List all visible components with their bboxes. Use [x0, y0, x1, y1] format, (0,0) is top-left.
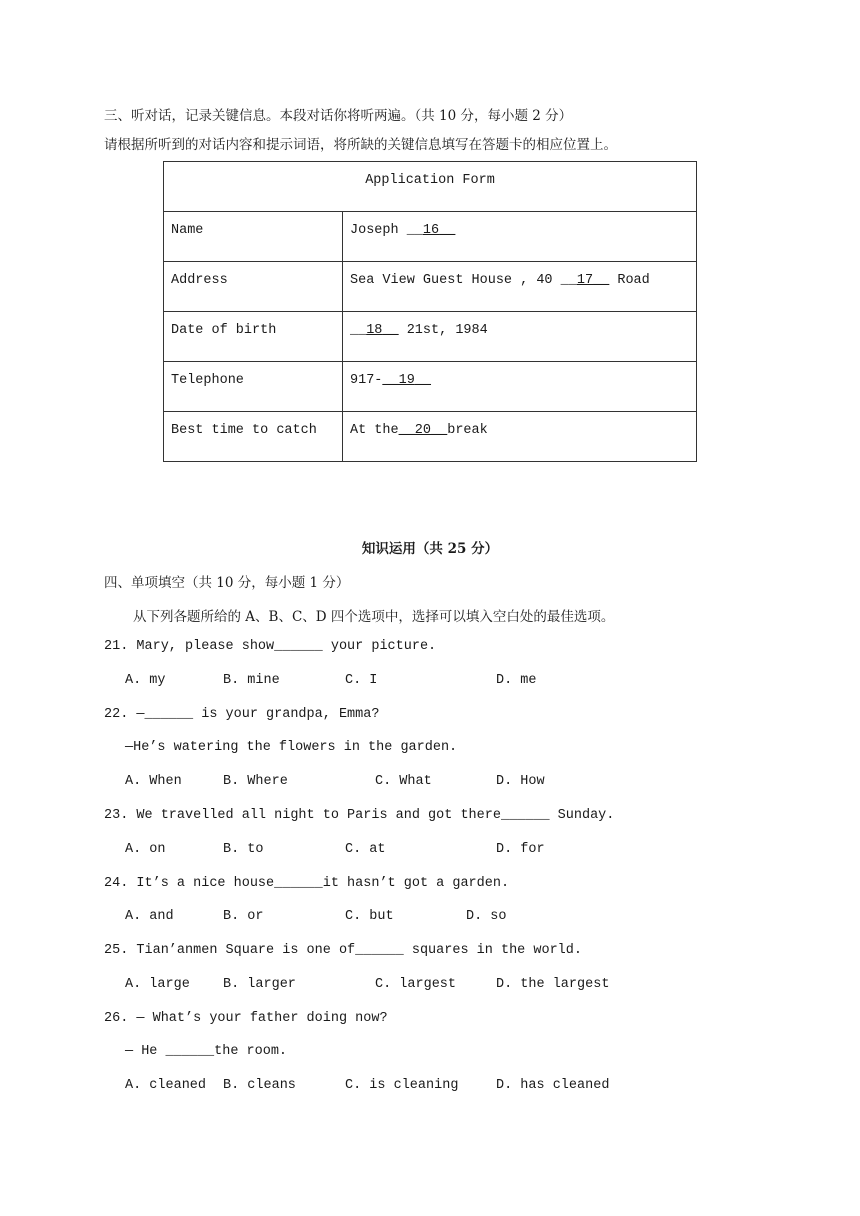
blank-number: __19 — [382, 373, 415, 388]
option-d: D. so — [466, 909, 507, 924]
answer-blank-17 — [577, 273, 609, 288]
question-stem: 22. —______ is your grandpa, Emma? — [104, 707, 380, 722]
question-stem: 21. Mary, please show______ your picture. — [104, 639, 437, 654]
table-row — [164, 212, 697, 262]
value-prefix: At the — [350, 423, 399, 438]
row-label: Address — [164, 262, 343, 312]
value-prefix: Joseph __ — [350, 223, 423, 238]
option-d: D. has cleaned — [496, 1078, 610, 1093]
answer-blank-20 — [399, 423, 448, 438]
blank-number: __20 — [398, 423, 432, 438]
option-a: A. and — [125, 909, 174, 924]
option-b: B. to — [223, 842, 264, 857]
option-a: A. cleaned — [125, 1078, 207, 1093]
row-value — [343, 212, 697, 262]
option-a: A. large — [125, 977, 190, 992]
row-value — [343, 312, 697, 362]
answer-blank-19 — [382, 373, 431, 388]
option-c: C. I — [345, 673, 378, 688]
blank-tail: __ — [439, 223, 456, 238]
question-stem-continued: —He’s watering the flowers in the garden. — [125, 740, 458, 755]
form-title-row — [164, 162, 697, 212]
option-c: C. is cleaning — [345, 1078, 459, 1093]
option-c: C. What — [375, 774, 432, 789]
option-a: A. my — [125, 673, 166, 688]
table-row — [164, 412, 697, 462]
option-d: D. the largest — [496, 977, 610, 992]
part-instruction: 从下列各题所给的 A、B、C、D 四个选项中，选择可以填入空白处的最佳选项。 — [133, 609, 615, 625]
row-label: Date of birth — [164, 312, 343, 362]
value-suffix: break — [447, 423, 488, 438]
application-form-table — [163, 161, 697, 462]
answer-blank-16 — [423, 223, 455, 238]
part-heading: 四、单项填空（共 10 分，每小题 1 分） — [104, 575, 350, 591]
blank-number: 16 — [422, 223, 440, 238]
blank-tail: __ — [431, 423, 448, 438]
option-a: A. When — [125, 774, 182, 789]
section-title: 知识运用（共 25 分） — [361, 541, 499, 557]
value-suffix: 21st, 1984 — [398, 323, 488, 338]
table-row — [164, 262, 697, 312]
option-b: B. mine — [223, 673, 280, 688]
listening-heading: 三、听对话，记录关键信息。本段对话你将听两遍。（共 10 分，每小题 2 分） — [104, 108, 573, 124]
question-stem: 25. Tian’anmen Square is one of______ squares in the world. — [104, 943, 582, 958]
blank-number: 17 — [576, 273, 594, 288]
blank-tail: __ — [593, 273, 610, 288]
blank-number: 18 — [366, 323, 383, 338]
value-suffix: Road — [609, 273, 650, 288]
option-c: C. at — [345, 842, 386, 857]
option-d: D. for — [496, 842, 545, 857]
option-c: C. largest — [375, 977, 457, 992]
value-prefix: __ — [350, 323, 367, 338]
value-prefix: Sea View Guest House , 40 __ — [350, 273, 577, 288]
question-stem-continued: — He ______the room. — [125, 1044, 288, 1059]
form-title: Application Form — [164, 162, 697, 212]
blank-tail: __ — [382, 323, 399, 338]
row-value — [343, 362, 697, 412]
option-b: B. larger — [223, 977, 296, 992]
table-row — [164, 362, 697, 412]
value-prefix: 917- — [350, 373, 383, 388]
blank-tail: __ — [414, 373, 432, 388]
row-label: Name — [164, 212, 343, 262]
question-stem: 26. — What’s your father doing now? — [104, 1011, 388, 1026]
option-d: D. How — [496, 774, 545, 789]
option-b: B. Where — [223, 774, 288, 789]
question-stem: 23. We travelled all night to Paris and got there______ Sunday. — [104, 808, 615, 823]
answer-blank-18 — [366, 323, 398, 338]
row-value — [343, 412, 697, 462]
listening-instruction: 请根据所听到的对话内容和提示词语，将所缺的关键信息填写在答题卡的相应位置上。 — [104, 137, 617, 153]
row-value — [343, 262, 697, 312]
option-b: B. or — [223, 909, 264, 924]
row-label: Best time to catch — [164, 412, 343, 462]
question-stem: 24. It’s a nice house______it hasn’t got a garden. — [104, 876, 510, 891]
option-d: D. me — [496, 673, 537, 688]
option-c: C. but — [345, 909, 394, 924]
row-label: Telephone — [164, 362, 343, 412]
option-b: B. cleans — [223, 1078, 296, 1093]
table-row — [164, 312, 697, 362]
option-a: A. on — [125, 842, 166, 857]
